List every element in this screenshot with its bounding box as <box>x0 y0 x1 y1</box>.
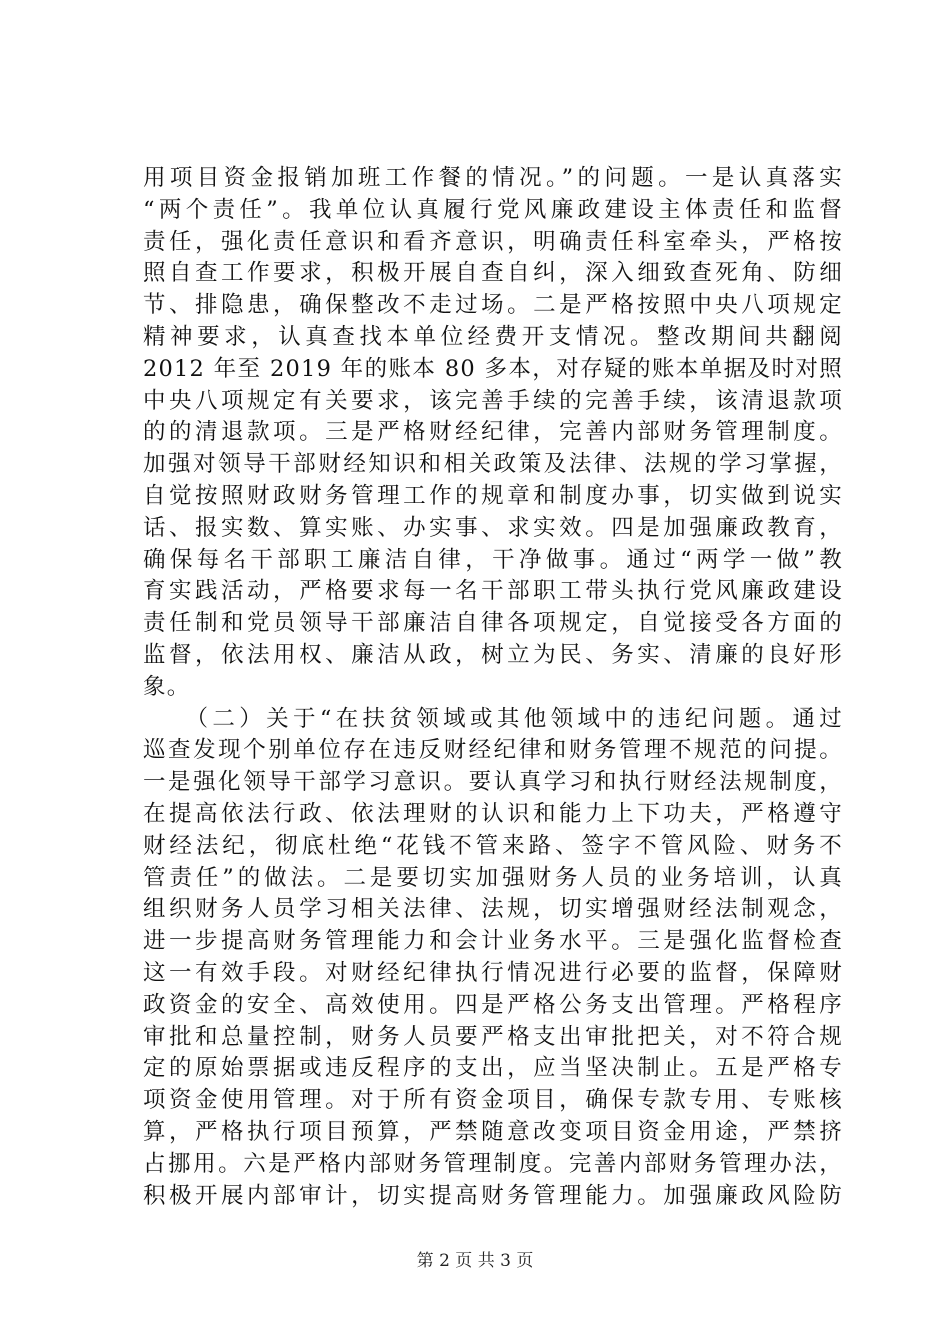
text-line: 监督，依法用权、廉洁从政，树立为民、务实、清廉的良好形 <box>143 641 843 668</box>
text-line: 用项目资金报销加班工作餐的情况。”的问题。一是认真落实 <box>143 165 843 191</box>
text-line: 育实践活动，严格要求每一名干部职工带头执行党风廉政建设 <box>143 578 843 605</box>
text-line: 定的原始票据或违反程序的支出，应当坚决制止。五是严格专 <box>143 1055 843 1082</box>
text-line: 巡查发现个别单位存在违反财经纪律和财务管理不规范的问提。 <box>143 737 843 764</box>
text-line: 确保每名干部职工廉洁自律，干净做事。通过“两学一做”教 <box>143 546 843 573</box>
text-line: 象。 <box>143 673 191 700</box>
text-line: 自觉按照财政财务管理工作的规章和制度办事，切实做到说实 <box>143 482 843 509</box>
text-line: 2012 年至 2019 年的账本 80 多本，对存疑的账本单据及时对照 <box>143 355 843 382</box>
text-line: 一是强化领导干部学习意识。要认真学习和执行财经法规制度， <box>143 769 843 796</box>
text-line: 财经法纪，彻底杜绝“花钱不管来路、签字不管风险、财务不 <box>143 832 843 859</box>
document-body <box>143 163 843 1212</box>
text-line: 算，严格执行项目预算，严禁随意改变项目资金用途，严禁挤 <box>143 1118 843 1145</box>
page-footer: 第 2 页 共 3 页 <box>416 1251 534 1271</box>
text-line: 管责任”的做法。二是要切实加强财务人员的业务培训，认真 <box>143 864 843 891</box>
text-line: 节、排隐患，确保整改不走过场。二是严格按照中央八项规定 <box>143 292 843 319</box>
text-line: “两个责任”。我单位认真履行党风廉政建设主体责任和监督 <box>143 196 843 223</box>
text-line: 审批和总量控制，财务人员要严格支出审批把关，对不符合规 <box>143 1023 843 1050</box>
text-line: 加强对领导干部财经知识和相关政策及法律、法规的学习掌握， <box>143 451 843 478</box>
text-line: （二）关于“在扶贫领域或其他领域中的违纪问题。通过 <box>143 705 843 732</box>
text-line: 进一步提高财务管理能力和会计业务水平。三是强化监督检查 <box>143 928 843 955</box>
text-line: 在提高依法行政、依法理财的认识和能力上下功夫，严格遵守 <box>143 800 843 827</box>
text-line: 政资金的安全、高效使用。四是严格公务支出管理。严格程序 <box>143 991 843 1018</box>
text-line: 的的清退款项。三是严格财经纪律，完善内部财务管理制度。 <box>143 419 843 446</box>
text-line: 这一有效手段。对财经纪律执行情况进行必要的监督，保障财 <box>143 959 843 986</box>
text-line: 照自查工作要求，积极开展自查自纠，深入细致查死角、防细 <box>143 260 843 287</box>
text-line: 话、报实数、算实账、办实事、求实效。四是加强廉政教育， <box>143 514 843 541</box>
text-line: 责任制和党员领导干部廉洁自律各项规定，自觉接受各方面的 <box>143 610 843 637</box>
text-line: 责任，强化责任意识和看齐意识，明确责任科室牵头，严格按 <box>143 228 843 255</box>
text-line: 项资金使用管理。对于所有资金项目，确保专款专用、专账核 <box>143 1087 843 1114</box>
text-line: 精神要求，认真查找本单位经费开支情况。整改期间共翻阅 <box>143 323 843 350</box>
text-line: 占挪用。六是严格内部财务管理制度。完善内部财务管理办法， <box>143 1150 843 1177</box>
text-line: 中央八项规定有关要求，该完善手续的完善手续，该清退款项 <box>143 387 843 414</box>
text-line: 组织财务人员学习相关法律、法规，切实增强财经法制观念， <box>143 896 843 923</box>
text-line: 积极开展内部审计，切实提高财务管理能力。加强廉政风险防 <box>143 1182 843 1209</box>
